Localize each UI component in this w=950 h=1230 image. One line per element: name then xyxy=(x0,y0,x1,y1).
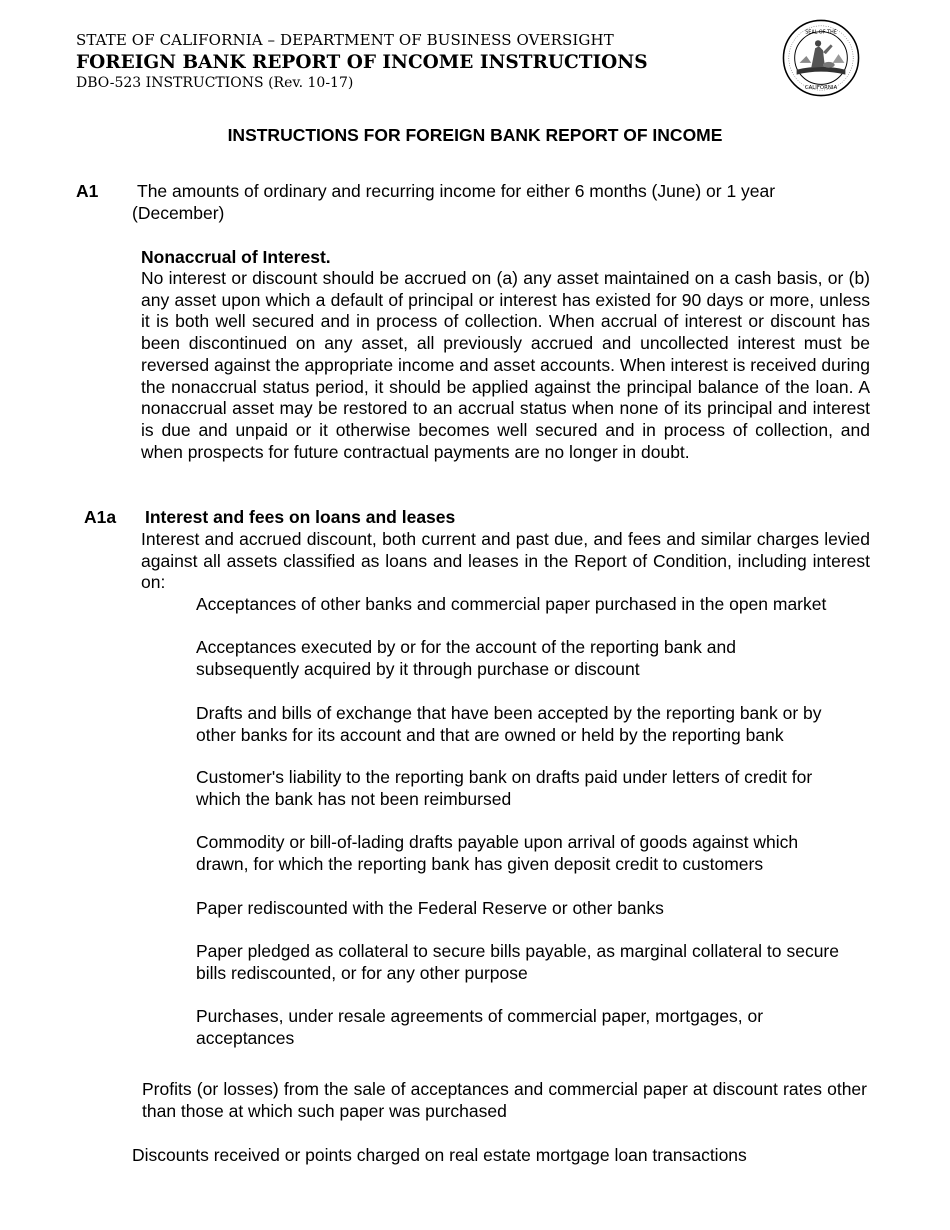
list-item: Drafts and bills of exchange that have been accepted by the reporting bank or by other banks for its account and that are owned or held by the reporting bank xyxy=(196,703,822,745)
section-label-a1: A1 xyxy=(76,181,99,201)
list-item: Paper rediscounted with the Federal Reserve or other banks xyxy=(196,898,664,918)
list-item: Paper pledged as collateral to secure bills payable, as marginal collateral to secure bills rediscounted, or for any other purpose xyxy=(196,941,839,983)
document-title: INSTRUCTIONS FOR FOREIGN BANK REPORT OF INCOME xyxy=(227,125,723,145)
nonaccrual-heading: Nonaccrual of Interest. xyxy=(141,247,331,267)
a1-text-line2: (December) xyxy=(132,203,225,223)
svg-text:CALIFORNIA: CALIFORNIA xyxy=(804,85,838,92)
form-id: DBO-523 INSTRUCTIONS (Rev. 10-17) xyxy=(76,75,354,91)
section-label-a1a: A1a xyxy=(84,507,117,527)
a1a-heading: Interest and fees on loans and leases xyxy=(145,507,456,527)
list-item: Acceptances of other banks and commercial paper purchased in the open market xyxy=(196,594,827,614)
agency-line: STATE OF CALIFORNIA – DEPARTMENT OF BUSINESS OVERSIGHT xyxy=(76,31,614,49)
nonaccrual-paragraph: No interest or discount should be accrued on (a) any asset maintained on a cash basis, or (b) any asset upon which a default of principal or interest has existed for 90 days or more, unless it is both well secured and in process of collection. When accrual of interest or discount has been discontinued on any asset, all previously accrued and uncollected interest must be reversed against the appropriate income and asset accounts. When interest is received during the nonaccrual status period, it should be applied against the principal balance of the loan. A nonaccrual asset may be restored to an accrual status when none of its principal and interest is due and unpaid or it otherwise becomes well secured and in process of collection, and when prospects for future contractual payments are no longer in doubt. xyxy=(141,268,870,462)
list-item: Commodity or bill-of-lading drafts payable upon arrival of goods against which drawn, for which the reporting bank has given deposit credit to customers xyxy=(196,832,799,874)
a1a-intro: Interest and accrued discount, both current and past due, and fees and similar charges levied against all assets classified as loans and leases in the Report of Condition, including interest on: xyxy=(141,529,870,593)
profits-paragraph: Profits (or losses) from the sale of acceptances and commercial paper at discount rates other than those at which such paper was purchased xyxy=(142,1079,867,1121)
discounts-paragraph: Discounts received or points charged on real estate mortgage loan transactions xyxy=(132,1145,747,1165)
list-item: Customer's liability to the reporting bank on drafts paid under letters of credit for which the bank has not been reimbursed xyxy=(196,767,813,809)
a1-text-line1: The amounts of ordinary and recurring income for either 6 months (June) or 1 year xyxy=(137,181,776,201)
list-item: Acceptances executed by or for the account of the reporting bank and subsequently acquired by it through purchase or discount xyxy=(196,637,736,679)
report-title: FOREIGN BANK REPORT OF INCOME INSTRUCTIONS xyxy=(76,52,648,73)
list-item: Purchases, under resale agreements of commercial paper, mortgages, or acceptances xyxy=(196,1006,764,1048)
svg-text:SEAL OF THE: SEAL OF THE xyxy=(805,29,837,36)
state-seal-logo xyxy=(782,19,860,97)
